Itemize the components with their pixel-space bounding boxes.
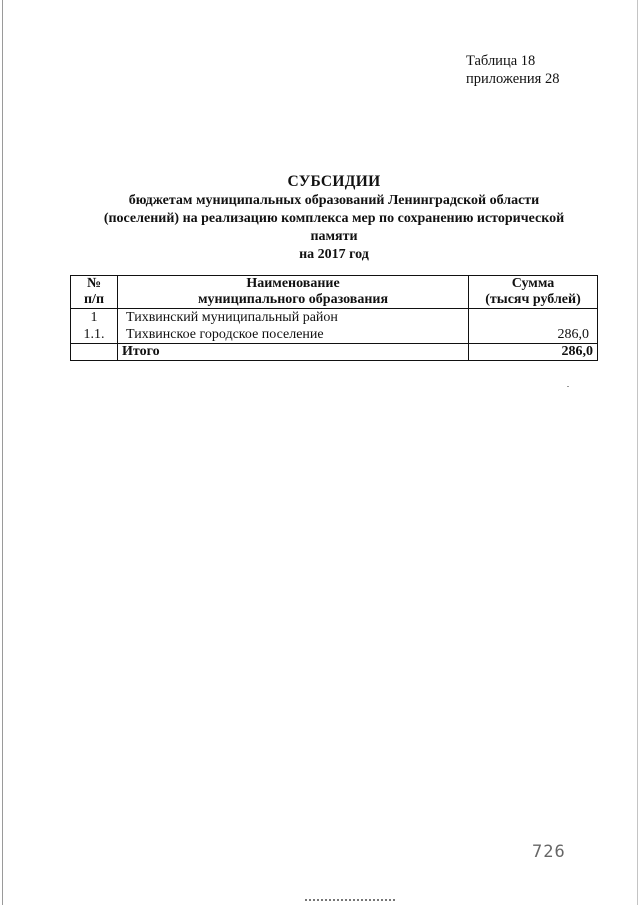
row-sum: 286,0: [557, 327, 589, 342]
row-num: 1.1.: [83, 327, 105, 342]
row-name: Тихвинский муниципальный район: [126, 310, 338, 325]
subsidies-table: [70, 275, 598, 361]
header-name-line-1: Наименование: [246, 276, 340, 291]
header-num-line-2: п/п: [83, 292, 105, 307]
table-total-row: [71, 344, 598, 361]
header-num: [71, 276, 118, 309]
total-num: [71, 344, 118, 361]
total-label: Итого: [118, 344, 469, 361]
table-ref-line-1: Таблица 18: [466, 53, 536, 69]
header-sum: [469, 276, 598, 309]
document-title: [70, 172, 598, 264]
total-sum: 286,0: [469, 344, 598, 361]
scan-bottom-artifact: [305, 899, 395, 905]
header-sum-line-1: Сумма: [511, 276, 555, 291]
row-num-cell: [71, 309, 118, 344]
scan-right-edge: [637, 0, 638, 905]
table-reference: [466, 52, 559, 88]
page-number: 726: [532, 842, 566, 862]
table-row: [71, 309, 598, 344]
row-sum: [473, 309, 593, 326]
header-name-line-2: муниципального образования: [197, 292, 389, 307]
header-num-line-1: №: [86, 276, 102, 291]
title-main: СУБСИДИИ: [287, 173, 381, 190]
row-sum-cell: [469, 309, 598, 344]
title-sub-line-3: памяти: [310, 229, 358, 244]
row-name-cell: [118, 309, 469, 344]
title-sub-line-1: бюджетам муниципальных образований Ленинградской области: [128, 193, 540, 208]
table-header-row: [71, 276, 598, 309]
title-sub-line-2: (поселений) на реализацию комплекса мер по сохранению исторической: [103, 211, 565, 226]
table-ref-line-2: приложения 28: [466, 71, 560, 87]
title-sub-line-4: на 2017 год: [299, 247, 369, 262]
scan-left-edge: [2, 0, 3, 905]
header-name: [118, 276, 469, 309]
row-num: 1: [90, 310, 98, 325]
scan-speck: [567, 386, 569, 387]
header-sum-line-2: (тысяч рублей): [485, 292, 581, 307]
row-name: Тихвинское городское поселение: [126, 327, 324, 342]
